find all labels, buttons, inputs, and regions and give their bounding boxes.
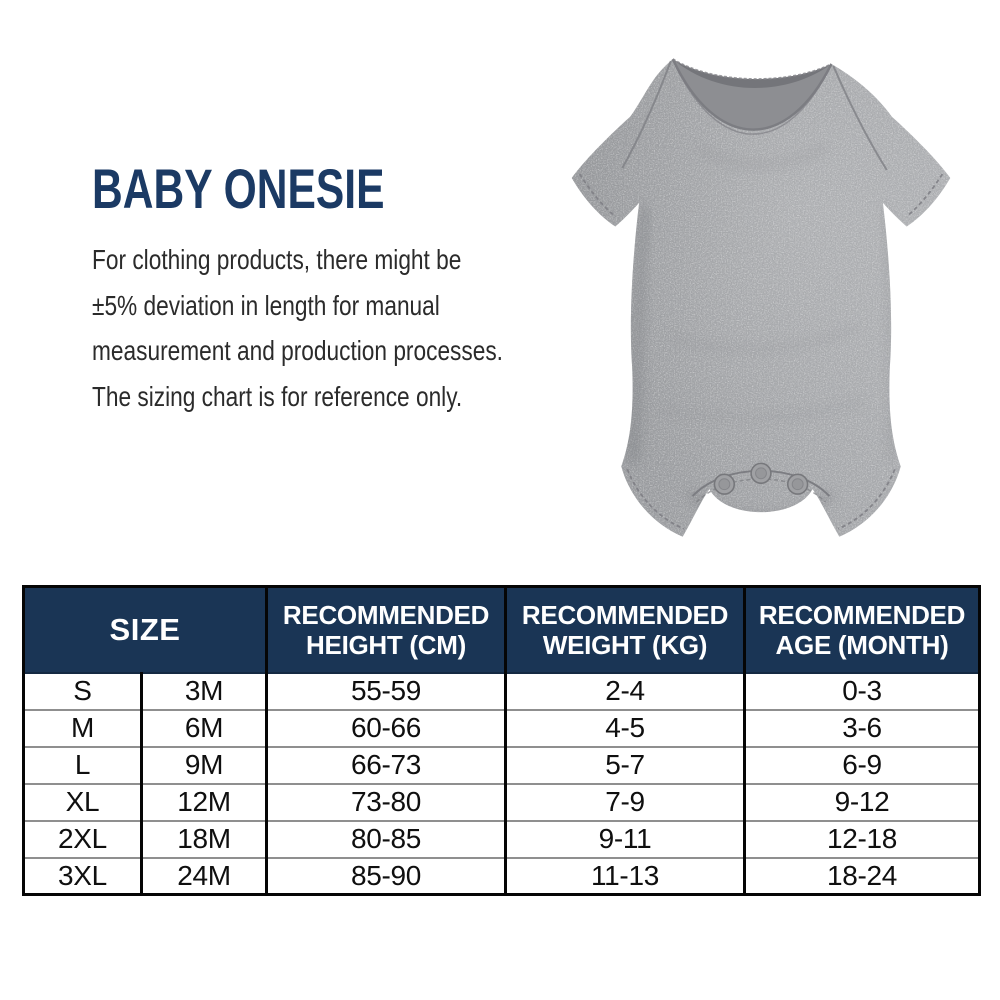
table-row [24,747,980,784]
height-cell: 60-66 [267,710,506,747]
table-row [24,821,980,858]
header-line: RECOMMENDED [521,599,729,630]
weight-column-header [506,587,745,673]
header-line: HEIGHT (CM) [306,629,466,660]
header-line: AGE (MONTH) [775,629,949,660]
age-cell: 6-9 [745,747,980,784]
header-line: RECOMMENDED [758,599,966,630]
product-description [92,237,594,419]
age-cell: 18-24 [745,858,980,895]
age-column-header [745,587,980,673]
page-title: BABY ONESIE [92,157,385,220]
height-cell: 73-80 [267,784,506,821]
table-row [24,710,980,747]
size-cell: S [24,673,142,710]
weight-cell: 2-4 [506,673,745,710]
month-cell: 6M [142,710,267,747]
height-cell: 66-73 [267,747,506,784]
height-cell: 55-59 [267,673,506,710]
description-line: The sizing chart is for reference only. [92,380,463,412]
size-cell: M [24,710,142,747]
header-line: RECOMMENDED [282,599,490,630]
month-cell: 3M [142,673,267,710]
size-cell: XL [24,784,142,821]
age-cell: 3-6 [745,710,980,747]
size-chart-header [24,587,980,673]
weight-cell: 4-5 [506,710,745,747]
description-line: For clothing products, there might be [92,244,462,275]
size-cell: 2XL [24,821,142,858]
baby-onesie-image [543,26,979,548]
table-row [24,858,980,895]
table-row [24,784,980,821]
size-column-header: SIZE [24,587,267,673]
month-cell: 18M [142,821,267,858]
onesie-graphic [543,26,979,548]
weight-cell: 7-9 [506,784,745,821]
weight-cell: 9-11 [506,821,745,858]
month-cell: 12M [142,784,267,821]
age-cell: 0-3 [745,673,980,710]
age-cell: 12-18 [745,821,980,858]
height-column-header [267,587,506,673]
size-cell: 3XL [24,858,142,895]
header-line: WEIGHT (KG) [542,629,708,660]
month-cell: 9M [142,747,267,784]
height-cell: 85-90 [267,858,506,895]
weight-cell: 5-7 [506,747,745,784]
age-cell: 9-12 [745,784,980,821]
weight-cell: 11-13 [506,858,745,895]
description-line: ±5% deviation in length for manual [92,289,440,321]
month-cell: 24M [142,858,267,895]
size-chart-table [22,585,981,896]
size-cell: L [24,747,142,784]
height-cell: 80-85 [267,821,506,858]
description-line: measurement and production processes. [92,335,503,366]
table-row [24,673,980,710]
